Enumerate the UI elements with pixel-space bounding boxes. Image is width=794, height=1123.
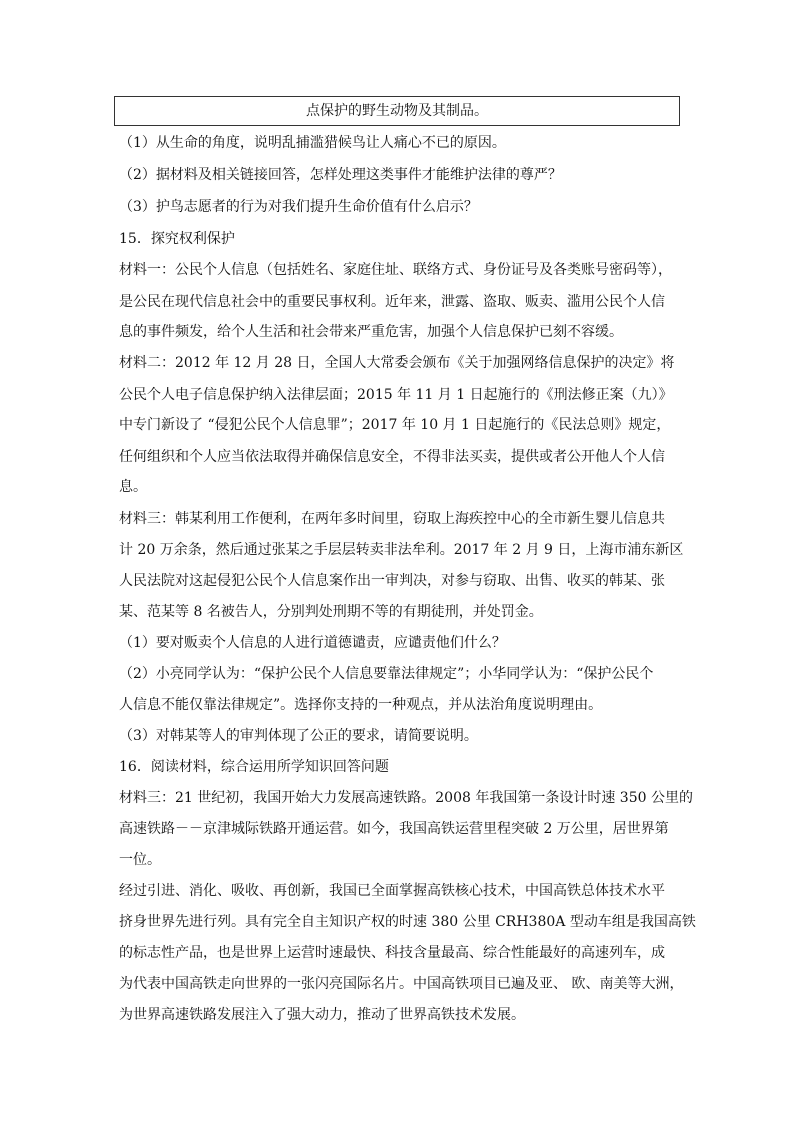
q15-title: 15．探究权利保护 — [119, 231, 235, 247]
material1-line: 材料一：公民个人信息（包括姓名、家庭住址、联络方式、身份证号及各类账号密码等）， — [119, 262, 672, 278]
q16-title: 16．阅读材料，综合运用所学知识回答问题 — [119, 759, 389, 775]
q14-sub2: （2）据材料及相关链接回答，怎样处理这类事件才能维护法律的尊严？ — [119, 167, 562, 183]
material2-line: 息。 — [119, 479, 147, 495]
material2-line: 任何组织和个人应当依法取得并确保信息安全，不得非法买卖，提供或者公开他人个人信 — [119, 449, 665, 465]
q16-material-line: 挤身世界先进行列。具有完全自主知识产权的时速 380 公里 CRH380A 型动车组是我国高铁 — [119, 914, 696, 930]
q15-sub2-cont: 人信息不能仅靠法律规定”。选择你支持的一种观点，并从法治角度说明理由。 — [119, 697, 603, 713]
boxed-continuation-line: 点保护的野生动物及其制品。 — [114, 96, 680, 126]
q16-material-line: 高速铁路－－京津城际铁路开通运营。如今，我国高铁运营里程突破 2 万公里，居世界第 — [119, 821, 669, 837]
material2-line: 材料二：2012 年 12 月 28 日，全国人大常委会颁布《关于加强网络信息保护的决定》将 — [119, 355, 675, 371]
material3-line: 人民法院对这起侵犯公民个人信息案作出一审判决，对参与窃取、出售、收买的韩某、张 — [119, 573, 665, 589]
q15-sub2: （2）小亮同学认为：“保护公民个人信息要靠法律规定”；小华同学认为：“保护公民个 — [119, 666, 654, 682]
material3-line: 材料三：韩某利用工作便利，在两年多时间里，窃取上海疾控中心的全市新生婴儿信息共 — [119, 511, 665, 527]
material2-line: 中专门新设了 “侵犯公民个人信息罪”；2017 年 10 月 1 日起施行的《民法总则》规定， — [119, 417, 671, 433]
q16-material-line: 为世界高速铁路发展注入了强大动力，推动了世界高铁技术发展。 — [119, 1007, 525, 1023]
material3-line: 某、范某等 8 名被告人，分别判处刑期不等的有期徒刑，并处罚金。 — [119, 604, 543, 620]
q16-material-line: 一位。 — [119, 852, 161, 868]
q16-material-line: 材料三：21 世纪初，我国开始大力发展高速铁路。2008 年我国第一条设计时速 350 公里的 — [119, 790, 693, 806]
material3-line: 计 20 万余条，然后通过张某之手层层转卖非法牟利。2017 年 2 月 9 日，上海市浦东新区 — [119, 542, 684, 558]
material1-line: 是公民在现代信息社会中的重要民事权利。近年来，泄露、盗取、贩卖、滥用公民个人信 — [119, 294, 665, 310]
q14-sub3: （3）护鸟志愿者的行为对我们提升生命价值有什么启示？ — [119, 199, 478, 215]
q16-material-line: 的标志性产品，也是世界上运营时速最快、科技含量最高、综合性能最好的高速列车，成 — [119, 945, 665, 961]
q15-sub3: （3）对韩某等人的审判体现了公正的要求，请简要说明。 — [119, 728, 478, 744]
q16-material-line: 为代表中国高铁走向世界的一张闪亮国际名片。中国高铁项目已遍及亚、 欧、南美等大洲， — [119, 976, 684, 992]
material2-line: 公民个人电子信息保护纳入法律层面；2015 年 11 月 1 日起施行的《刑法修正案（九）》 — [119, 387, 673, 403]
q16-material-line: 经过引进、消化、吸收、再创新，我国已全面掌握高铁核心技术，中国高铁总体技术水平 — [119, 883, 665, 899]
q14-sub1: （1）从生命的角度，说明乱捕滥猎候鸟让人痛心不已的原因。 — [119, 135, 506, 151]
material1-line: 息的事件频发，给个人生活和社会带来严重危害，加强个人信息保护已刻不容缓。 — [119, 324, 623, 340]
q15-sub1: （1）要对贩卖个人信息的人进行道德谴责，应谴责他们什么？ — [119, 635, 506, 651]
